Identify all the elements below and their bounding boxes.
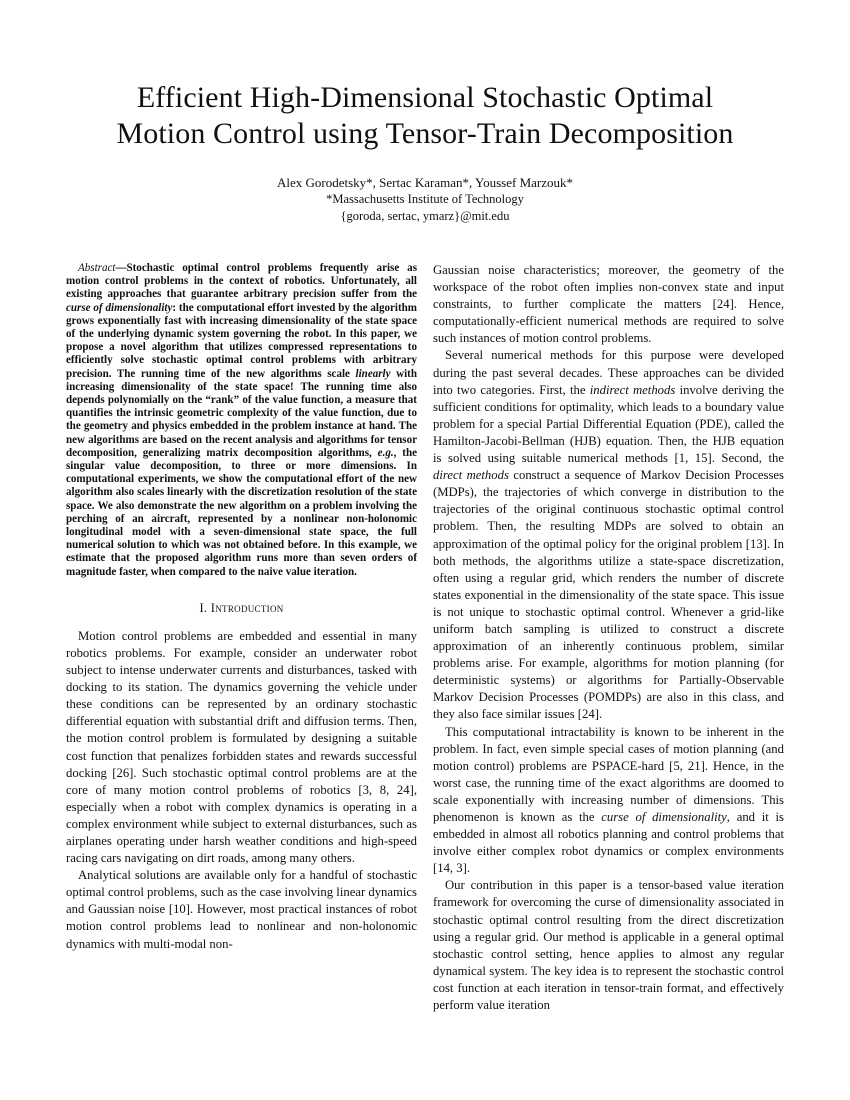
abstract-emphasis-3: e.g. — [377, 446, 394, 459]
affiliation: *Massachusetts Institute of Technology — [326, 192, 524, 206]
right-column — [433, 262, 784, 1014]
abstract-text-1: Stochastic optimal control problems frequently arise as motion control problems in the context of robotics. Unfortunately, all existing approaches that guarantee arbitrary precision suffer from the — [66, 262, 417, 301]
abstract-emphasis-1: curse of dimensionality — [66, 301, 173, 314]
paragraph-text: involve deriving the sufficient conditions for optimality, which leads to a boundary value problem for a special Partial Differential Equation (PDE), called the Hamilton-Jacobi-Bellman (HJB) equation. Then, the HJB equation is solved using suitable numerical methods [1, 15]. Second, the — [433, 382, 785, 466]
title-line-1: Efficient High-Dimensional Stochastic Optimal — [136, 81, 714, 114]
left-column — [66, 262, 417, 1014]
section-heading-introduction — [66, 601, 417, 616]
paragraph-text: , and it is embedded in almost all robotics planning and control problems that involve either complex robot dynamics or complex environments [14, 3]. — [433, 810, 784, 876]
emphasis-curse-of-dimensionality: curse of dimensionality — [601, 810, 727, 824]
abstract-emphasis-2: linearly — [355, 367, 391, 380]
intro-paragraph-2: Analytical solutions are available only for a handful of stochastic optimal control problems, such as the case involving linear dynamics and Gaussian noise [10]. However, most practical instances of robot motion control problems lead to nonlinear and non-holonomic dynamics with multi-modal non- — [66, 868, 417, 951]
paragraph-text: construct a sequence of Markov Decision Processes (MDPs), the trajectories of which converge in distribution to the trajectories of the original continuous stochastic optimal control problem. Then, the resulting MDPs are solved to obtain an approximation of the optimal policy for the original problem [13]. In both methods, the algorithms utilize a state-space discretization, often using a regular grid, which renders the number of discrete states exponential in the dimensionality of the state space. This issue is not unique to stochastic optimal control. Whenever a grid-like uniform batch sampling is utilized to construct a discrete approximation of an inherently continuous problem, similar problems arise. For example, algorithms for motion planning (for deterministic systems) or algorithms for Partially-Observable Markov Decision Processes (POMDPs) are also in this class, and they also face similar issues [24]. — [433, 468, 784, 722]
abstract-dash: — — [115, 262, 127, 274]
emphasis-direct-methods: direct methods — [433, 468, 509, 483]
abstract — [66, 262, 417, 579]
author-email: {goroda, sertac, ymarz}@mit.edu — [340, 209, 510, 223]
intro-paragraph-1: Motion control problems are embedded and essential in many robotics problems. For example, consider an underwater robot subject to intense underwater currents and disturbances, tasked with docking to its station. The dynamics governing the vehicle under these conditions can be represented by an ordinary stochastic differential equation with substantial drift and diffusion terms. Then, the motion control problem is formulated by designing a suitable cost function that penalizes forbidden states and rewards successful docking [26]. Such stochastic optimal control problems are at the core of many motion control problems of robotics [3, 8, 24], especially when a robot with complex dynamics is operating in a complex environment while subject to external disturbances, such as airplanes operating under harsh weather conditions and high-speed racing cars navigating on dirt roads, among many others. — [66, 628, 417, 866]
abstract-label: Abstract — [78, 262, 116, 274]
abstract-text-3: with increasing dimensionality of the state space! The running time also depends polynomially on the “rank” of the value function, a measure that quantifies the intrinsic geometric complexity of the value function, due to the geometry and physics embedded in the problem instance at hand. The new algorithms are based on the recent analysis and algorithms for tensor decomposition, generalizing matrix decomposition algorithms, — [66, 367, 417, 459]
abstract-text-4: , the singular value decomposition, to three or more dimensions. In computational experiments, we show the computational effort of the new algorithm also scales linearly with the discretization resolution of the state space. We also demonstrate the new algorithm on a problem involving the perching of an aircraft, represented by a nonlinear non-holonomic longitudinal model with a seven-dimensional state space, the full numerical solution to which was not obtained before. In this example, we estimate that the proposed algorithm runs more than seven orders of magnitude faster, when compared to the naive value iteration. — [66, 446, 417, 578]
intro-paragraph-6: Our contribution in this paper is a tensor-based value iteration framework for overcoming the curse of dimensionality associated in stochastic optimal control resulting from the direct discretization using a regular grid. Our method is applicable in a general optimal stochastic control setting, hence applies to almost any regular dynamical system. The key idea is to represent the stochastic control cost function at each iteration in tensor-train format, and effectively perform value iteration — [433, 878, 784, 1013]
section-title: Introduction — [210, 600, 284, 615]
section-numeral: I. — [199, 600, 208, 615]
emphasis-indirect-methods: indirect methods — [589, 382, 676, 397]
author-list: Alex Gorodetsky*, Sertac Karaman*, Youssef Marzouk* — [276, 175, 574, 190]
intro-paragraph-4 — [433, 347, 784, 723]
title-line-2: Motion Control using Tensor-Train Decomposition — [116, 117, 734, 150]
abstract-text-2: : the computational effort invested by the algorithm grows exponentially fast with increasing dimensionality of the state space of the underlying dynamic system governing the robot. In this paper, we propose a novel algorithm that utilizes compressed representations to efficiently solve stochastic optimal control problems with arbitrary precision. The running time of the new algorithms scale — [66, 301, 417, 380]
paragraph-text: This computational intractability is known to be inherent in the problem. In fact, even simple special cases of motion planning (and motion control) problems are PSPACE-hard [5, 21]. Hence, in the worst case, the running time of the exact algorithms are doomed to scale exponentially with increasing number of dimensions. This phenomenon is known as the — [433, 724, 784, 824]
paragraph-text: Several numerical methods for this purpose were developed during the past several decades. These approaches can be divided into two categories. First, the — [433, 348, 784, 397]
paper-title — [66, 80, 784, 152]
intro-paragraph-3: Gaussian noise characteristics; moreover, the geometry of the workspace of the robot often implies non-convex state and input constraints, to further complicate the matters [24]. Hence, computationally-efficient numerical methods are required to solve such instances of motion control problems. — [433, 263, 784, 346]
intro-paragraph-5 — [433, 724, 784, 878]
two-column-body — [66, 262, 784, 1014]
